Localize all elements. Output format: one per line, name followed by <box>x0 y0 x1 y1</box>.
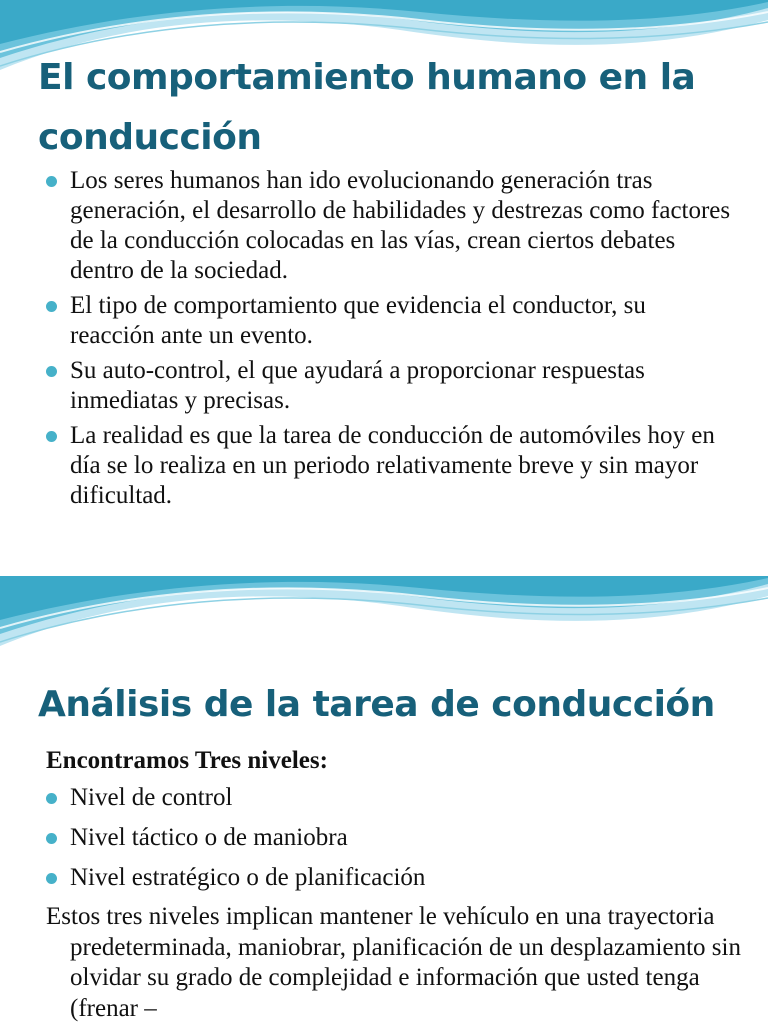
list-item-text: Su auto-control, el que ayudará a proporcionar respuestas inmediatas y precisas. <box>70 357 645 414</box>
bullet-dot-icon <box>46 873 57 884</box>
list-item-text: El tipo de comportamiento que evidencia el conductor, su reacción ante un evento. <box>70 292 646 349</box>
list-item <box>46 863 736 893</box>
bullet-dot-icon <box>46 431 57 442</box>
list-item <box>46 291 736 351</box>
list-item <box>46 783 736 813</box>
list-item <box>46 823 736 853</box>
bullet-dot-icon <box>46 301 57 312</box>
bullet-dot-icon <box>46 833 57 844</box>
slide-title: El comportamiento humano en la conducción <box>38 57 696 158</box>
slide-2 <box>0 576 768 1024</box>
levels-heading: Encontramos Tres niveles: <box>46 747 328 774</box>
list-item <box>46 356 736 416</box>
bullet-dot-icon <box>46 176 57 187</box>
bullet-list <box>46 783 736 903</box>
bullet-list <box>46 166 736 516</box>
wave-header-decoration <box>0 576 768 666</box>
list-item-text: Los seres humanos han ido evolucionando generación tras generación, el desarrollo de habilidades y destrezas como factores de la conducción colocadas en las vías, crean ciertos debates dentro de la sociedad. <box>70 167 731 284</box>
slide-title: Análisis de la tarea de conducción <box>38 684 715 725</box>
list-item-text: La realidad es que la tarea de conducción de automóviles hoy en día se lo realiza en un periodo relativamente breve y sin mayor dificultad. <box>70 422 715 509</box>
list-item-text: Nivel estratégico o de planificación <box>70 864 426 891</box>
list-item <box>46 421 736 511</box>
list-item <box>46 166 736 286</box>
list-item-text: Nivel táctico o de maniobra <box>70 824 348 851</box>
bullet-dot-icon <box>46 793 57 804</box>
bullet-dot-icon <box>46 366 57 377</box>
closing-paragraph: Estos tres niveles implican mantener le vehículo en una trayectoria predeterminada, maniobrar, planificación de un desplazamiento sin olvidar su grado de complejidad e información que usted tenga (frenar – <box>46 903 741 1022</box>
list-item-text: Nivel de control <box>70 784 233 811</box>
